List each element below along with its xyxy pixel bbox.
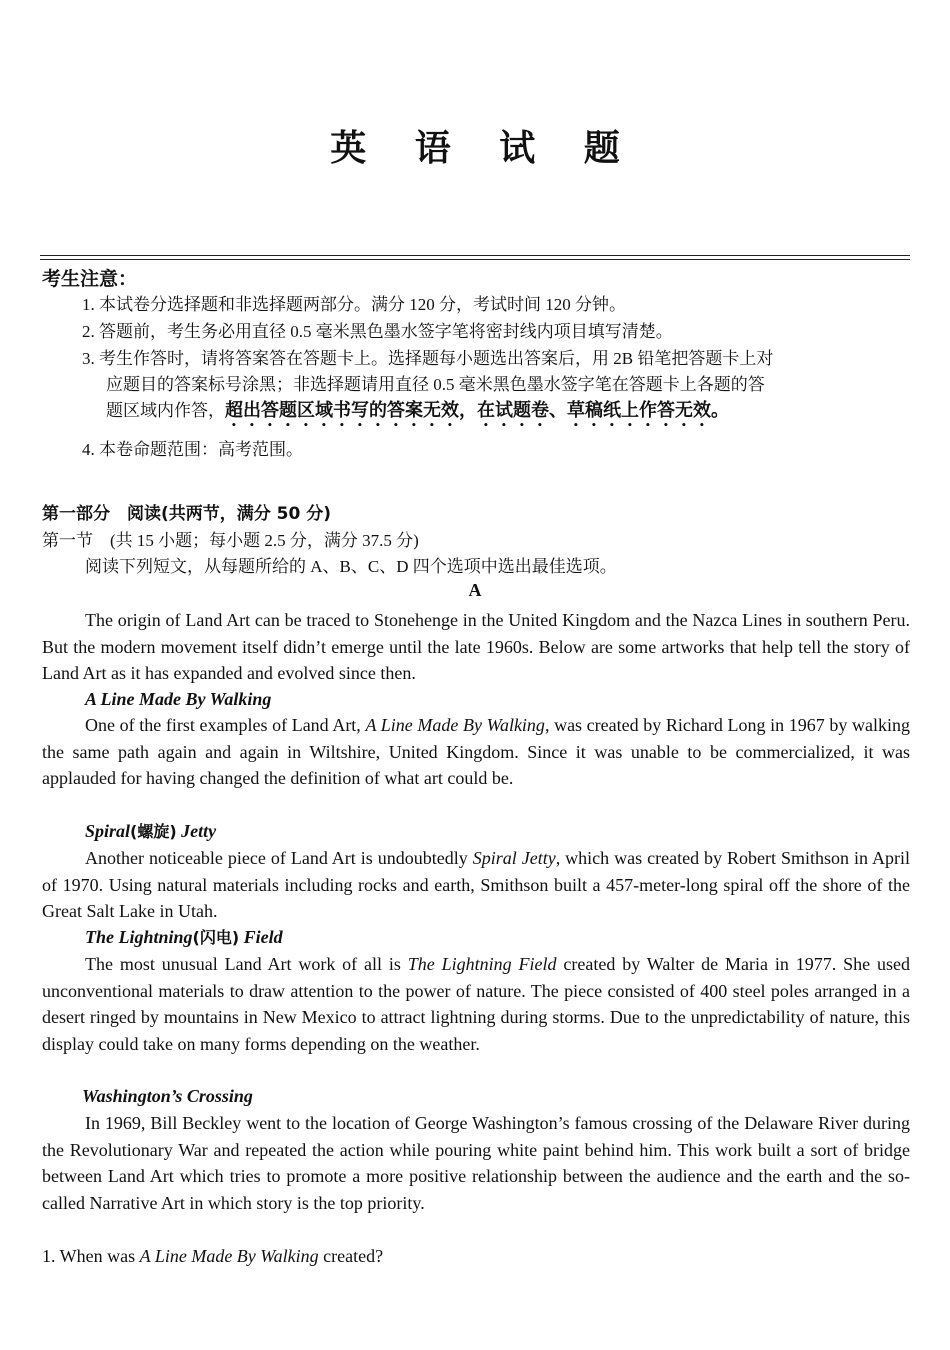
notice-item-3-line1: 3. 考生作答时，请将答案答在答题卡上。选择题每小题选出答案后，用 2B 铅笔把答题卡上对 <box>82 349 774 368</box>
paragraph-washingtons-crossing: In 1969, Bill Beckley went to the location of George Washington’s famous crossing of the Delaware River during the Revolutionary War and repeated the action while pouring white paint behind him. This work built a sort of bridge between Land Art which tries to promote a more positive relationship between the audience and the earth and the so-called Narrative Art in which story is the top priority. <box>42 1113 910 1213</box>
section1-instruction: 阅读下列短文，从每题所给的 A、B、C、D 四个选项中选出最佳选项。 <box>85 557 617 576</box>
q1-pre: 1. When was <box>42 1246 140 1266</box>
subheading-lightning-field <box>85 924 283 951</box>
h2-a: Spiral <box>85 821 131 841</box>
divider-line <box>40 259 910 260</box>
h3-a: The Lightning <box>85 927 193 947</box>
q1-title: A Line Made By Walking <box>139 1246 319 1266</box>
notice-item-3 <box>82 346 912 431</box>
exam-title: 英 语 试 题 <box>330 128 638 169</box>
h3-b: Field <box>239 927 283 947</box>
p1-title: A Line Made By Walking <box>365 715 545 735</box>
q1-post: created? <box>318 1246 384 1266</box>
notice-item-2: 2. 答题前，考生务必用直径 0.5 毫米黑色墨水签字笔将密封线内项目填写清楚。 <box>82 322 673 341</box>
section1-heading: 第一节 (共 15 小题；每小题 2.5 分，满分 37.5 分) <box>42 531 419 550</box>
p1-text-b: , was created by Richard Long in 1967 by walking the same path again and again in Wiltshire, United Kingdom. Since it was unable to be commercialized, it was applauded for having changed the definition of what art could be. <box>42 715 910 789</box>
p2-text-b: , which was created by Robert Smithson in April of 1970. Using natural materials including rocks and earth, Smithson built a 457-meter-long spiral off the shore of the Great Salt Lake in Utah. <box>42 848 910 922</box>
subheading-line-walking: A Line Made By Walking <box>85 689 272 709</box>
h2-b: Jetty <box>176 821 217 841</box>
subheading-washingtons-crossing: Washington’s Crossing <box>82 1086 253 1106</box>
notice-item-4: 4. 本卷命题范围：高考范围。 <box>82 440 303 459</box>
notice-item-1: 1. 本试卷分选择题和非选择题两部分。满分 120 分，考试时间 120 分钟。 <box>82 295 626 314</box>
notice-item-3-line3 <box>82 398 912 431</box>
notice-warning: 超出答题区域书写的答案无效，在试题卷、草稿纸上作答无效。 <box>225 400 729 421</box>
part1-heading: 第一部分 阅读(共两节，满分 50 分) <box>42 504 332 524</box>
p3-text-b: created by Walter de Maria in 1977. She used unconventional materials to draw attention to the power of nature. The piece consisted of 400 steel poles arranged in a desert ringed by mountains in New Mexico to attract lightning during storms. Due to the unpredictability of nature, this display could take on many forms depending on the weather. <box>42 954 910 1054</box>
paragraph-walking <box>42 712 910 792</box>
p3-title: The Lightning Field <box>407 954 557 974</box>
p2-title: Spiral Jetty <box>472 848 556 868</box>
paragraph-spiral-jetty <box>42 845 910 925</box>
h2-cn: (螺旋) <box>130 822 177 841</box>
question-1 <box>42 1243 383 1269</box>
subheading-spiral-jetty <box>85 818 216 845</box>
passage-label: A <box>468 580 482 600</box>
notice-item-3-line2: 应题目的答案标号涂黑；非选择题请用直径 0.5 毫米黑色墨水签字笔在答题卡上各题的答 <box>106 375 765 394</box>
p1-text-a: One of the first examples of Land Art, <box>85 715 366 735</box>
notice-heading: 考生注意： <box>42 268 138 290</box>
divider-line <box>40 255 910 256</box>
h3-cn: (闪电) <box>192 928 240 947</box>
paragraph-lightning-field <box>42 951 910 1057</box>
p2-text-a: Another noticeable piece of Land Art is undoubtedly <box>85 848 473 868</box>
passage-intro: The origin of Land Art can be traced to Stonehenge in the United Kingdom and the Nazca Lines in southern Peru. But the modern movement itself didn’t emerge until the late 1960s. Below are some artworks that help tell the story of Land Art as it has expanded and evolved since then. <box>42 610 910 684</box>
p3-text-a: The most unusual Land Art work of all is <box>85 954 408 974</box>
notice-item-3-line3-pre: 题区域内作答， <box>106 401 225 420</box>
